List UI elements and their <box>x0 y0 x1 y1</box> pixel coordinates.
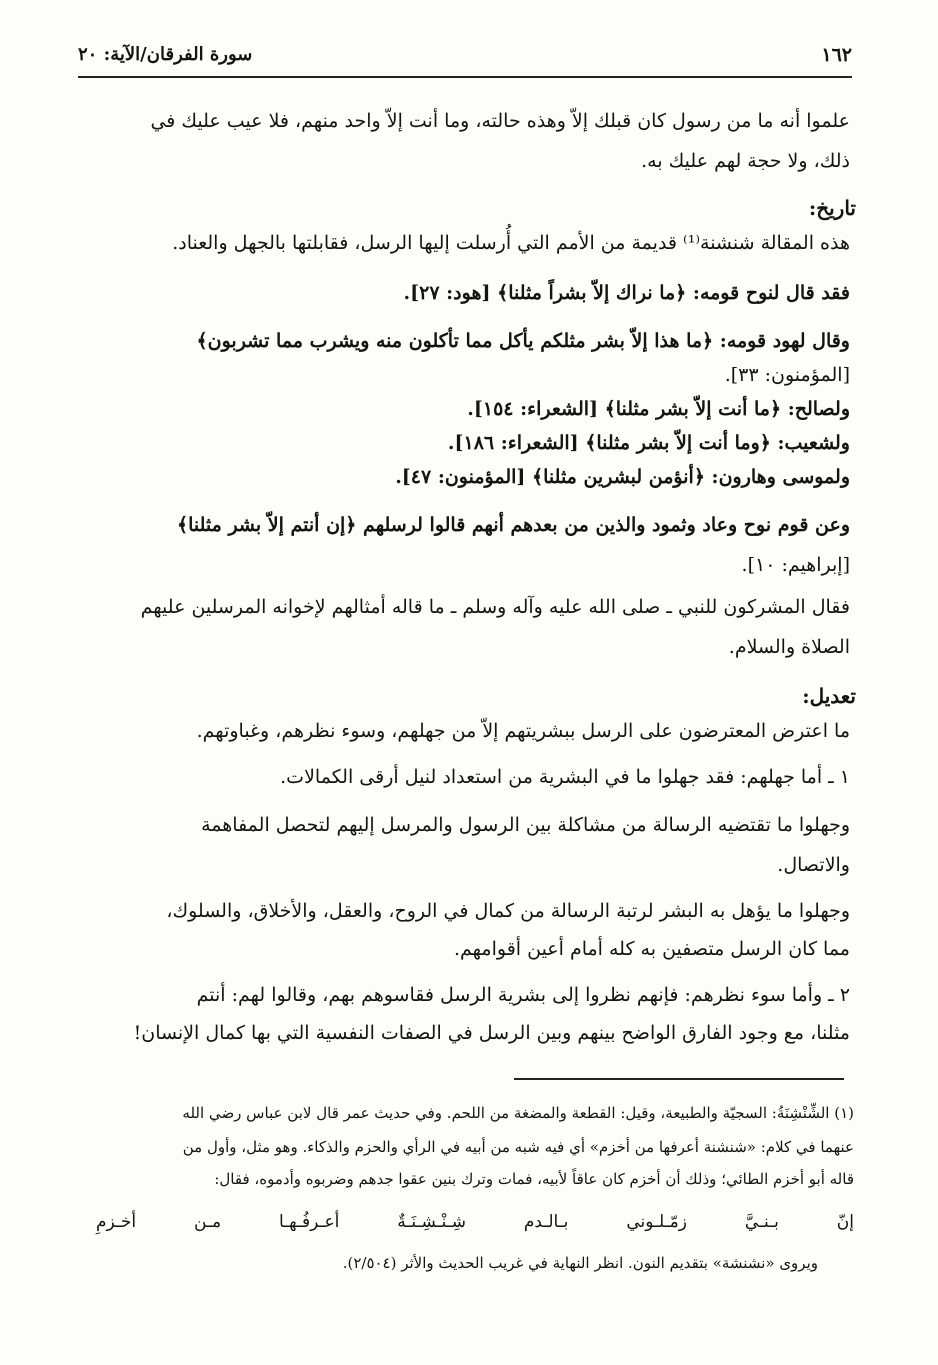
verse-word: إنّ <box>836 1212 854 1232</box>
page-number: ١٦٢ <box>821 44 852 66</box>
sura-label: سورة الفرقان/الآية: ٢٠ <box>78 44 253 65</box>
body-line: ٢ ـ وأما سوء نظرهم: فإنهم نظروا إلى بشرية الرسل فقاسوهم بهم، وقالوا لهم: أنتم <box>196 984 850 1006</box>
body-line: ذلك، ولا حجة لهم عليك به. <box>641 150 850 172</box>
footnote-verse <box>96 1212 854 1232</box>
verse-word: أخـزمِ <box>96 1212 137 1232</box>
body-line: [المؤمنون: ٣٣]. <box>724 364 850 386</box>
footnote-line: قاله أبو أخزم الطائي؛ وذلك أن أخزم كان عاقاً لأبيه، فمات وترك بنين عقوا جدهم وضربوه وأدموه، فقال: <box>214 1170 854 1188</box>
verse-word: أعـرفُـهـا <box>279 1212 340 1232</box>
body-line: وجهلوا ما تقتضيه الرسالة من مشاكلة بين الرسول والمرسل إليهم لتحصل المفاهمة <box>201 814 850 836</box>
body-line: فقال المشركون للنبي ـ صلى الله عليه وآله وسلم ـ ما قاله أمثالهم لإخوانه المرسلين عليهم <box>140 596 850 618</box>
body-line: وجهلوا ما يؤهل به البشر لرتبة الرسالة من كمال في الروح، والعقل، والأخلاق، والسلوك، <box>166 900 850 922</box>
quran-quote-line: ولشعيب: ﴿وما أنت إلاّ بشر مثلنا﴾ [الشعراء: ١٨٦]. <box>447 432 850 454</box>
body-line: ما اعترض المعترضون على الرسل ببشريتهم إلاّ من جهلهم، وسوء نظرهم، وغباوتهم. <box>196 720 850 742</box>
verse-word: زمّـلـوني <box>626 1212 687 1232</box>
body-line: مثلنا، مع وجود الفارق الواضح بينهم وبين الرسل في الصفات النفسية التي بها كمال الإنسان! <box>133 1022 850 1044</box>
body-line: والاتصال. <box>777 854 850 876</box>
body-line: ١ ـ أما جهلهم: فقد جهلوا ما في البشرية من استعداد لنيل أرقى الكمالات. <box>280 766 850 788</box>
body-line: [إبراهيم: ١٠]. <box>741 554 850 576</box>
section-heading-refutation: تعديل: <box>802 684 856 708</box>
body-line: مما كان الرسل متصفين به كله أمام أعين أقوامهم. <box>453 938 850 960</box>
quran-quote-line: ولموسى وهارون: ﴿أنؤمن لبشرين مثلنا﴾ [المؤمنون: ٤٧]. <box>395 466 850 488</box>
quran-quote-line: ولصالح: ﴿ما أنت إلاّ بشر مثلنا﴾ [الشعراء: ١٥٤]. <box>467 398 850 420</box>
quran-quote-line: وعن قوم نوح وعاد وثمود والذين من بعدهم أنهم قالوا لرسلهم ﴿إن أنتم إلاّ بشر مثلنا﴾ <box>176 514 850 536</box>
verse-word: مـن <box>194 1212 222 1232</box>
quran-quote-line: وقال لهود قومه: ﴿ما هذا إلاّ بشر مثلكم يأكل مما تأكلون منه ويشرب مما تشربون﴾ <box>196 330 850 352</box>
verse-word: بـالـدم <box>523 1212 569 1232</box>
section-heading-history: تاريخ: <box>808 196 856 220</box>
footnote-line: عنهما في كلام: «شنشنة أعرفها من أخزم» أي فيه شبه من أبيه في الرأي والحزم والذكاء. وهو مثل، وأول من <box>182 1138 854 1156</box>
body-line: هذه المقالة شنشنة⁽¹⁾ قديمة من الأمم التي أُرسلت إليها الرسل، فقابلتها بالجهل والعناد. <box>172 232 850 254</box>
body-line: علموا أنه ما من رسول كان قبلك إلاّ وهذه حالته، وما أنت إلاّ واحد منهم، فلا عيب عليك في <box>150 110 850 132</box>
footnote-separator <box>514 1078 844 1080</box>
page-header <box>78 40 852 78</box>
verse-word: شِـنْـشِـنَـةٌ <box>397 1212 466 1232</box>
footnote-line: (١) الشِّنْشِنَةُ: السجيّة والطبيعة، وقيل: القطعة والمضغة من اللحم. وفي حديث عمر قال لابن عباس رضي الله <box>182 1104 854 1122</box>
body-line: الصلاة والسلام. <box>728 636 850 658</box>
footnote-line: ويروى «نشنشة» بتقديم النون. انظر النهاية في غريب الحديث والأثر (٢/٥٠٤). <box>342 1254 818 1272</box>
verse-word: بـنـيَّ <box>744 1212 779 1232</box>
quran-quote-line: فقد قال لنوح قومه: ﴿ما نراك إلاّ بشراً مثلنا﴾ [هود: ٢٧]. <box>403 282 850 304</box>
